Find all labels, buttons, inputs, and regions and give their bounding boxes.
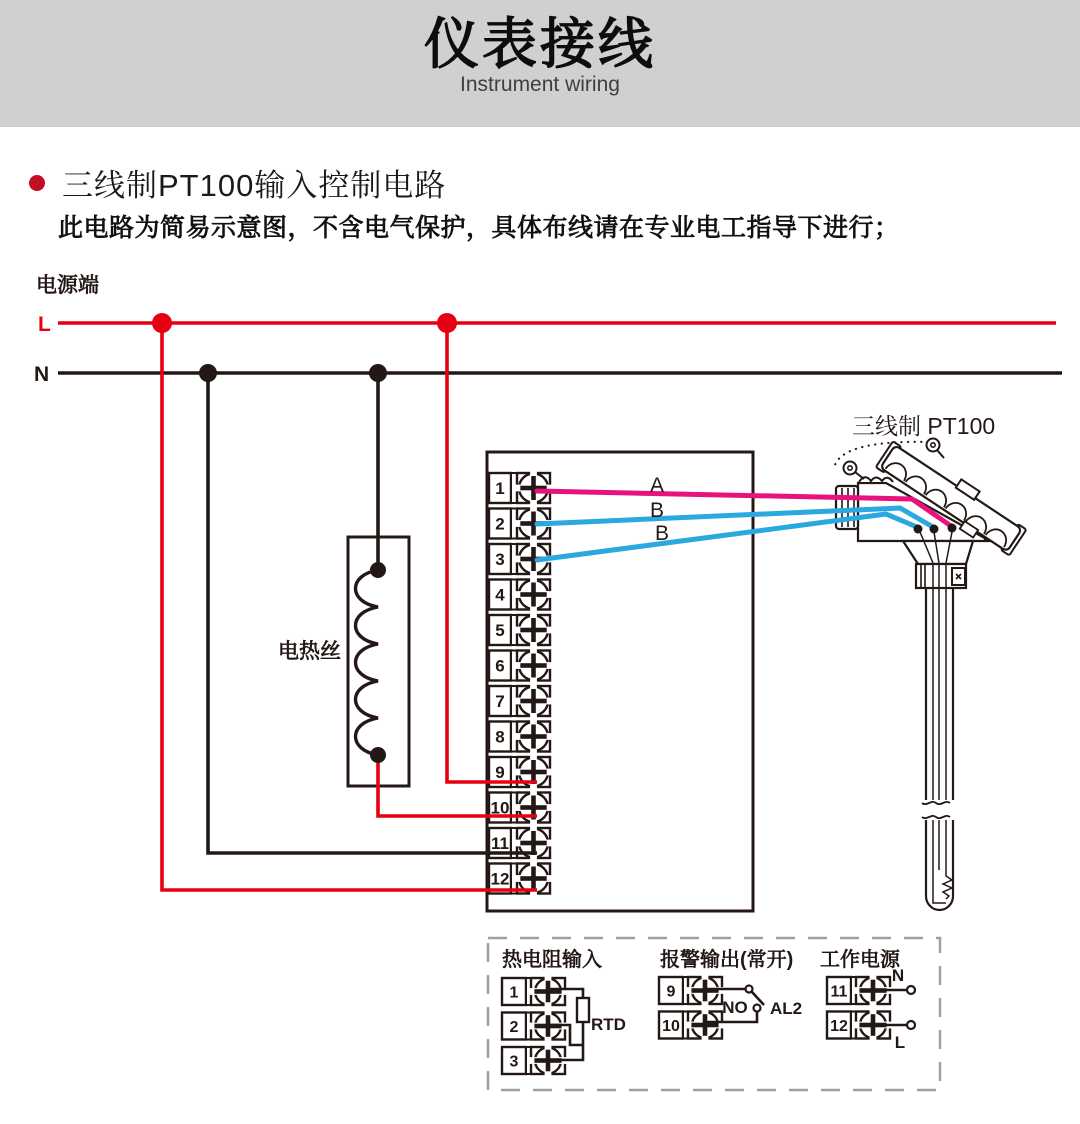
- contact-point-bottom: [754, 1005, 761, 1012]
- terminal-number: 11: [830, 983, 848, 1001]
- wire-b2-label: B: [654, 522, 670, 545]
- wire-a-end-dot: [948, 524, 957, 533]
- junction-dot: [199, 364, 217, 382]
- eye-screw-right-tail: [937, 450, 944, 458]
- eye-screw-left-tail: [855, 472, 864, 479]
- wire-b1-label: B: [649, 499, 665, 522]
- rtd-label: RTD: [591, 1015, 626, 1034]
- contact-point-top: [746, 986, 753, 993]
- terminal-row: [659, 976, 724, 1006]
- page-subtitle: Instrument wiring: [460, 72, 620, 96]
- rtd-resistor: [577, 998, 589, 1022]
- terminal-row: [489, 720, 552, 753]
- probe-break-top: [922, 802, 950, 804]
- coil-dot-top: [370, 562, 386, 578]
- junction-dot: [437, 313, 457, 333]
- terminal-number: 6: [495, 656, 505, 676]
- terminal-number: 9: [666, 983, 676, 1001]
- terminal-number: 1: [509, 984, 519, 1002]
- terminal-strip-power: [827, 976, 892, 1041]
- pt100-sensor: [834, 413, 1030, 910]
- legend-alarm-title: 报警输出(常开): [660, 949, 794, 971]
- probe-break-bottom: [922, 816, 950, 818]
- power-side-label: 电源端: [36, 274, 99, 297]
- terminal-row: [659, 1010, 724, 1040]
- terminal-number: 5: [495, 621, 505, 641]
- al2-label: AL2: [770, 999, 803, 1018]
- element-zigzag: [943, 820, 952, 899]
- terminal-row: [502, 977, 567, 1007]
- internal-wires-upper: [933, 563, 946, 800]
- wire-b1-end-dot: [930, 525, 939, 534]
- no-label: NO: [722, 998, 748, 1017]
- section-heading: 三线制PT100输入控制电路: [62, 168, 447, 203]
- terminal-row: [489, 472, 552, 505]
- terminal-number: 12: [830, 1017, 848, 1035]
- terminal-row: [489, 685, 552, 718]
- legend-rtd-title: 热电阻输入: [502, 949, 602, 971]
- junction-dot: [152, 313, 172, 333]
- terminal-number: 9: [495, 763, 505, 783]
- power-terminal-n: [907, 986, 915, 994]
- terminal-number: 4: [495, 585, 505, 605]
- terminal-number: 8: [495, 727, 505, 747]
- terminal-number: 3: [509, 1053, 519, 1071]
- terminal-row: [489, 649, 552, 682]
- terminal-number: 3: [495, 550, 505, 570]
- coil-dot-bottom: [370, 747, 386, 763]
- terminal-number: 2: [495, 514, 505, 534]
- eye-screw-left: [844, 462, 857, 475]
- legend-power-title: 工作电源: [820, 949, 900, 971]
- live-label: L: [38, 313, 51, 336]
- terminal-number: 10: [490, 798, 510, 818]
- terminal-number: 12: [490, 869, 510, 889]
- wire-a-label: A: [649, 474, 665, 497]
- heater-label: 电热丝: [278, 640, 341, 663]
- terminal-number: 7: [495, 692, 505, 712]
- terminal-row: [489, 578, 552, 611]
- legend-l-label: L: [894, 1033, 906, 1052]
- terminal-number: 11: [491, 834, 509, 854]
- internal-wires-lower: [933, 820, 946, 903]
- wire-b2-end-dot: [914, 525, 923, 534]
- neutral-label: N: [34, 363, 50, 386]
- terminal-number: 2: [509, 1018, 519, 1036]
- junction-dot: [369, 364, 387, 382]
- terminal-number: 1: [495, 479, 505, 499]
- power-terminal-l: [907, 1021, 915, 1029]
- terminal-strip-alarm: [659, 976, 724, 1041]
- section-note: 此电路为简易示意图，不含电气保护，具体布线请在专业电工指导下进行；: [58, 214, 900, 242]
- terminal-row: [489, 791, 552, 824]
- page-title: 仪表接线: [423, 13, 656, 75]
- legend-n-label: N: [891, 966, 905, 985]
- sensor-label: 三线制 PT100: [852, 413, 996, 439]
- terminal-row: [489, 614, 552, 647]
- terminal-number: 10: [662, 1017, 680, 1035]
